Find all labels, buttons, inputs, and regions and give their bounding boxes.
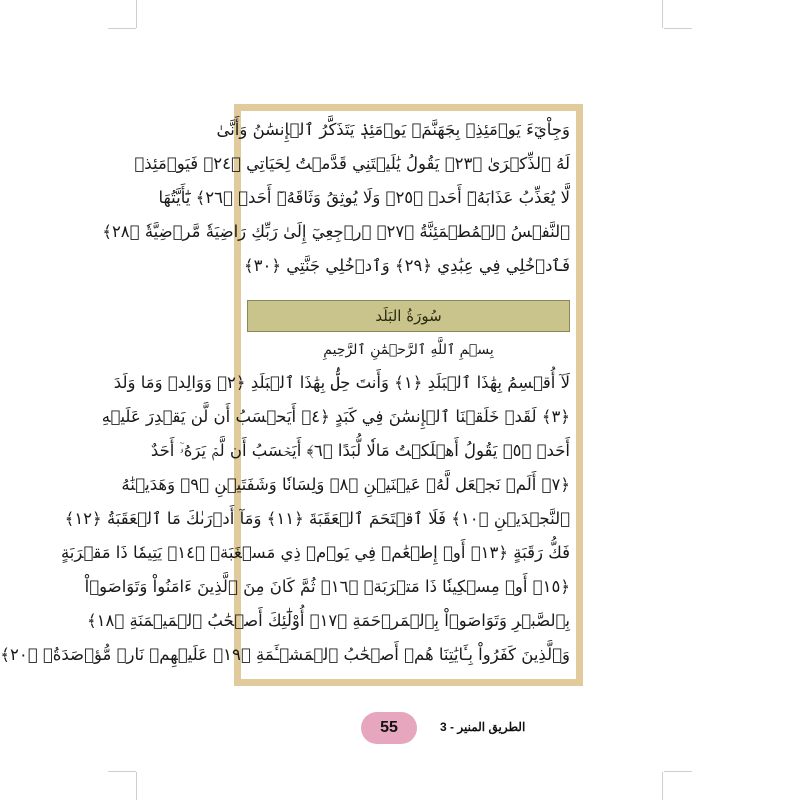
crop-mark-bottom-left-v (136, 772, 137, 800)
verse-line: ﴿٣﴾ لَقَدۡ خَلَقۡنَا ٱلۡإِنسَٰنَ فِي كَبَدٍ ﴿٤﴾ أَيَحۡسَبُ أَن لَّن يَقۡدِرَ عَلَيۡهِ (101, 407, 570, 426)
crop-mark-bottom-right-h (664, 771, 692, 772)
verse-line: ﴿٧﴾ أَلَمۡ نَجۡعَل لَّهُۥ عَيۡنَيۡنِ ﴿٨﴾ وَلِسَانٗا وَشَفَتَيۡنِ ﴿٩﴾ وَهَدَيۡنَٰهُ (121, 475, 570, 494)
book-title: الطريق المنير - 3 (440, 720, 526, 734)
crop-mark-top-right-h (664, 28, 692, 29)
crop-mark-bottom-left-h (108, 771, 136, 772)
verse-line: فَكُّ رَقَبَةٍ ﴿١٣﴾ أَوۡ إِطۡعَٰمٞ فِي يَوۡمٖ ذِي مَسۡغَبَةٖ ﴿١٤﴾ يَتِيمٗا ذَا مَقۡرَبَةٍ (60, 543, 570, 562)
surah-title: سُورَةُ البَلَد (375, 307, 442, 325)
crop-mark-top-right-v (662, 0, 663, 28)
page-number-badge: 55 (361, 712, 417, 744)
verse-line: فَٱدۡخُلِي فِي عِبَٰدِي ﴿٢٩﴾ وَٱدۡخُلِي جَنَّتِي ﴿٣٠﴾ (243, 256, 570, 275)
verse-line: ٱلنَّفۡسُ ٱلۡمُطۡمَئِنَّةُ ﴿٢٧﴾ ٱرۡجِعِيٓ إِلَىٰ رَبِّكِ رَاضِيَةٗ مَّرۡضِيَّةٗ ﴿٢٨﴾ (102, 222, 570, 241)
quran-page-frame (0, 104, 583, 686)
verse-line: ﴿١٥﴾ أَوۡ مِسۡكِينٗا ذَا مَتۡرَبَةٖ ﴿١٦﴾ ثُمَّ كَانَ مِنَ ٱلَّذِينَ ءَامَنُواْ وَتَوَاصَوۡاْ (84, 577, 570, 596)
page-footer (0, 710, 800, 750)
basmala: بِسۡمِ ٱللَّهِ ٱلرَّحۡمَٰنِ ٱلرَّحِيمِ (323, 342, 494, 358)
verse-line: لَآ أُقۡسِمُ بِهَٰذَا ٱلۡبَلَدِ ﴿١﴾ وَأَنتَ حِلُّۢ بِهَٰذَا ٱلۡبَلَدِ ﴿٢﴾ وَوَالِدٖ وَمَا وَلَدَ (113, 373, 570, 392)
verse-line: ٱلنَّجۡدَيۡنِ ﴿١٠﴾ فَلَا ٱقۡتَحَمَ ٱلۡعَقَبَةَ ﴿١١﴾ وَمَآ أَدۡرَىٰكَ مَا ٱلۡعَقَبَةُ ﴿١٢﴾ (64, 509, 570, 528)
verse-line: وَجِاْيٓءَ يَوۡمَئِذِۭ بِجَهَنَّمَۚ يَوۡمَئِذٖ يَتَذَكَّرُ ٱلۡإِنسَٰنُ وَأَنَّىٰ (216, 120, 570, 139)
verse-line: وَٱلَّذِينَ كَفَرُواْ بِـَٔايَٰتِنَا هُمۡ أَصۡحَٰبُ ٱلۡمَشۡـَٔمَةِ ﴿١٩﴾ عَلَيۡهِمۡ نَارٞ مُّؤۡصَدَةُۢ ﴿٢٠﴾ (0, 645, 570, 664)
crop-mark-bottom-right-v (662, 772, 663, 800)
surah-fajr-ending (102, 113, 570, 283)
crop-mark-top-left-h (108, 28, 136, 29)
verse-line: أَحَدٞ ﴿٥﴾ يَقُولُ أَهۡلَكۡتُ مَالٗا لُّبَدًا ﴿٦﴾ أَيَحۡسَبُ أَن لَّمۡ يَرَهُۥٓ أَحَدٌ (150, 441, 570, 460)
crop-mark-top-left-v (136, 0, 137, 28)
verse-line: لَهُ ٱلذِّكۡرَىٰ ﴿٢٣﴾ يَقُولُ يَٰلَيۡتَنِي قَدَّمۡتُ لِحَيَاتِي ﴿٢٤﴾ فَيَوۡمَئِذٖ (134, 154, 570, 173)
verse-line: بِٱلصَّبۡرِ وَتَوَاصَوۡاْ بِٱلۡمَرۡحَمَةِ ﴿١٧﴾ أُوْلَٰٓئِكَ أَصۡحَٰبُ ٱلۡمَيۡمَنَةِ ﴿١٨﴾ (86, 611, 570, 630)
quran-page (0, 111, 576, 679)
surah-balad-verses (0, 366, 570, 672)
surah-header (247, 300, 570, 332)
verse-line: لَّا يُعَذِّبُ عَذَابَهُۥٓ أَحَدٞ ﴿٢٥﴾ وَلَا يُوثِقُ وَثَاقَهُۥٓ أَحَدٞ ﴿٢٦﴾ يَٰٓأَيَّتُهَا (158, 188, 570, 207)
